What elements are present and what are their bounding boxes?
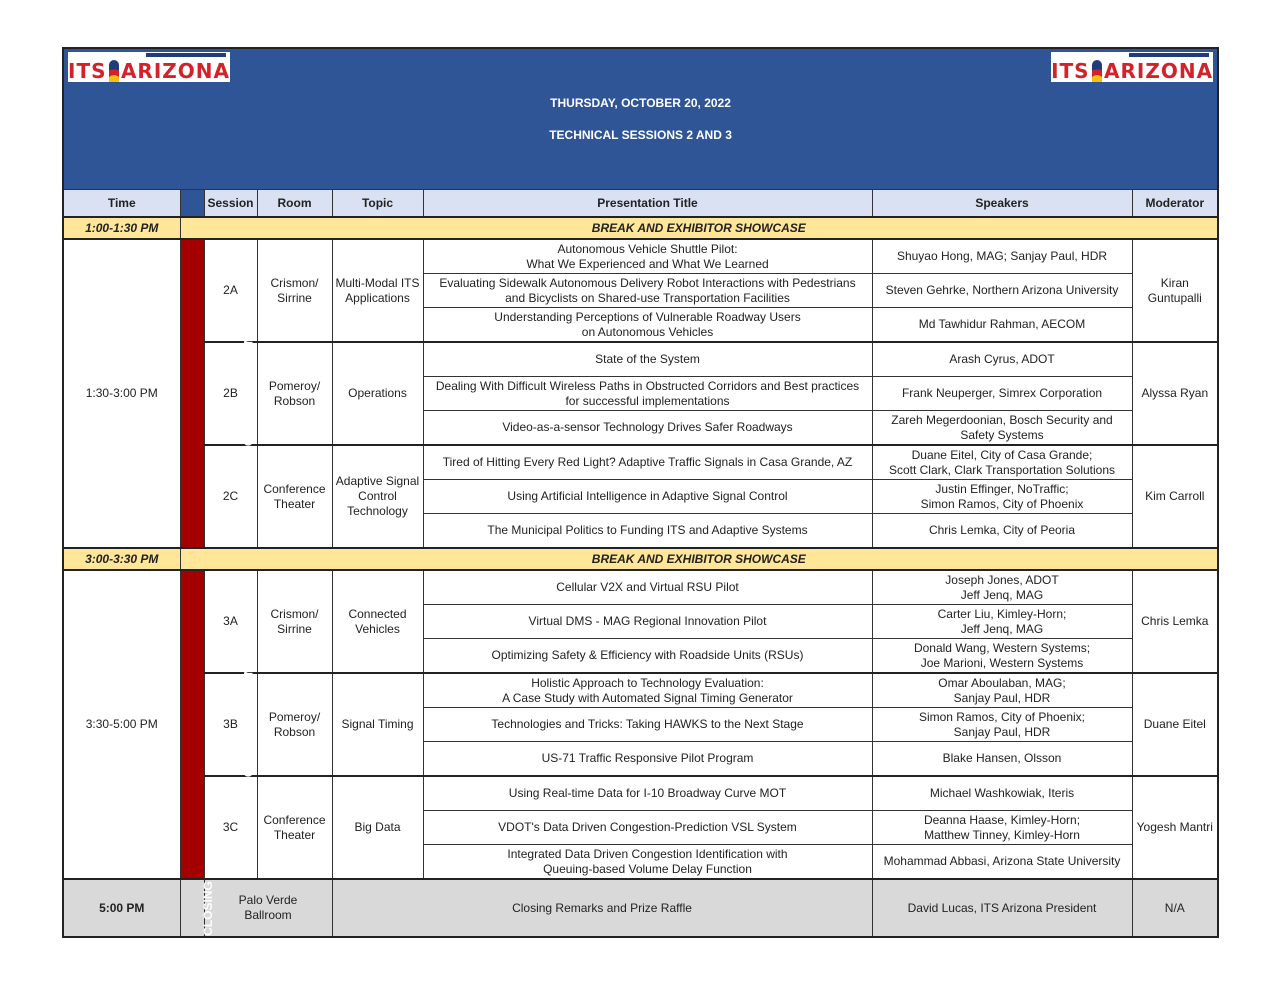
moderator: Yogesh Mantri	[1132, 776, 1218, 879]
sunburst-icon	[109, 60, 119, 82]
speakers: Md Tawhidur Rahman, AECOM	[872, 308, 1132, 343]
presentation-title: Using Artificial Intelligence in Adaptive Signal Control	[423, 480, 872, 514]
session-topic: Multi-Modal ITS Applications	[332, 239, 423, 342]
session-id: 2B	[204, 342, 257, 445]
moderator: Duane Eitel	[1132, 673, 1218, 776]
presentation-title: The Municipal Politics to Funding ITS and Adaptive Systems	[423, 514, 872, 549]
speakers: Justin Effinger, NoTraffic; Simon Ramos, City of Phoenix	[872, 480, 1132, 514]
session-room: Pomeroy/ Robson	[257, 342, 332, 445]
session-room: Conference Theater	[257, 445, 332, 548]
presentation-title: Understanding Perceptions of Vulnerable Roadway Users on Autonomous Vehicles	[423, 308, 872, 343]
column-header-row	[63, 190, 1218, 218]
presentation-title: US-71 Traffic Responsive Pilot Program	[423, 742, 872, 777]
presentation-title: Holistic Approach to Technology Evaluation: A Case Study with Automated Signal Timing Generator	[423, 673, 872, 708]
col-session: Session	[204, 190, 257, 218]
closing-banner	[180, 879, 215, 937]
presentation-title: Optimizing Safety & Efficiency with Roadside Units (RSUs)	[423, 639, 872, 674]
session-id: 3A	[204, 570, 257, 673]
presentation-title: VDOT's Data Driven Congestion-Prediction VSL System	[423, 811, 872, 845]
col-track	[180, 190, 204, 218]
speakers: Simon Ramos, City of Phoenix; Sanjay Paul, HDR	[872, 708, 1132, 742]
table-row	[63, 342, 1218, 377]
table-row	[63, 570, 1218, 605]
sunburst-icon	[1092, 60, 1102, 82]
table-row	[63, 445, 1218, 480]
event-subtitle: TECHNICAL SESSIONS 2 AND 3	[549, 128, 732, 142]
break-time: 1:00-1:30 PM	[63, 217, 180, 239]
session-room: Crismon/ Sirrine	[257, 239, 332, 342]
speakers: Steven Gehrke, Northern Arizona University	[872, 274, 1132, 308]
title-banner	[63, 48, 1218, 190]
moderator: Kim Carroll	[1132, 445, 1218, 548]
schedule-table	[62, 47, 1219, 938]
closing-room: Palo Verde Ballroom	[204, 879, 332, 937]
session-room: Crismon/ Sirrine	[257, 570, 332, 673]
time-slot: 1:30-3:00 PM	[63, 239, 180, 548]
session-topic: Signal Timing	[332, 673, 423, 776]
speakers: Mohammad Abbasi, Arizona State University	[872, 845, 1132, 880]
table-row	[63, 776, 1218, 811]
presentation-title: Autonomous Vehicle Shuttle Pilot: What We Experienced and What We Learned	[423, 239, 872, 274]
logo-its-text: ITS	[1051, 59, 1090, 83]
session-topic: Operations	[332, 342, 423, 445]
speakers: Omar Aboulaban, MAG; Sanjay Paul, HDR	[872, 673, 1132, 708]
closing-title: Closing Remarks and Prize Raffle	[332, 879, 872, 937]
closing-time: 5:00 PM	[63, 879, 180, 937]
col-room: Room	[257, 190, 332, 218]
title-row	[63, 48, 1218, 190]
logo-arizona-text: ARIZONA	[1104, 59, 1214, 83]
presentation-title: State of the System	[423, 342, 872, 377]
track-label: TECHNICAL SESSION 3	[240, 656, 255, 793]
speakers: Zareh Megerdoonian, Bosch Security and Safety Systems	[872, 411, 1132, 446]
break-row	[63, 548, 1218, 570]
track-label: TECHNICAL SESSION 2	[240, 325, 255, 462]
session-topic: Connected Vehicles	[332, 570, 423, 673]
presentation-title: Video-as-a-sensor Technology Drives Safer Roadways	[423, 411, 872, 446]
break-label: BREAK AND EXHIBITOR SHOWCASE	[180, 217, 1218, 239]
presentation-title: Virtual DMS - MAG Regional Innovation Pilot	[423, 605, 872, 639]
logo-its-text: ITS	[68, 59, 107, 83]
session-room: Conference Theater	[257, 776, 332, 879]
speakers: Arash Cyrus, ADOT	[872, 342, 1132, 377]
session-room: Pomeroy/ Robson	[257, 673, 332, 776]
table-row	[63, 239, 1218, 274]
session-id: 3C	[204, 776, 257, 879]
session-topic: Big Data	[332, 776, 423, 879]
track-label: CLOSING	[200, 880, 215, 936]
presentation-title: Tired of Hitting Every Red Light? Adaptive Traffic Signals in Casa Grande, AZ	[423, 445, 872, 480]
presentation-title: Dealing With Difficult Wireless Paths in Obstructed Corridors and Best practices for successful implementations	[423, 377, 872, 411]
speakers: Joseph Jones, ADOT Jeff Jenq, MAG	[872, 570, 1132, 605]
session-id: 2A	[204, 239, 257, 342]
time-slot: 3:30-5:00 PM	[63, 570, 180, 879]
moderator: Kiran Guntupalli	[1132, 239, 1218, 342]
session-topic: Adaptive Signal Control Technology	[332, 445, 423, 548]
closing-speakers: David Lucas, ITS Arizona President	[872, 879, 1132, 937]
speakers: Chris Lemka, City of Peoria	[872, 514, 1132, 549]
speakers: Carter Liu, Kimley-Horn; Jeff Jenq, MAG	[872, 605, 1132, 639]
speakers: Shuyao Hong, MAG; Sanjay Paul, HDR	[872, 239, 1132, 274]
page-title	[64, 79, 1217, 159]
its-arizona-logo-right	[1051, 52, 1213, 82]
moderator: Chris Lemka	[1132, 570, 1218, 673]
closing-row	[63, 879, 1218, 937]
logo-arizona-text: ARIZONA	[120, 59, 230, 83]
break-row	[63, 217, 1218, 239]
col-presentation-title: Presentation Title	[423, 190, 872, 218]
its-arizona-logo-left	[68, 52, 230, 82]
presentation-title: Technologies and Tricks: Taking HAWKS to the Next Stage	[423, 708, 872, 742]
speakers: Duane Eitel, City of Casa Grande; Scott Clark, Clark Transportation Solutions	[872, 445, 1132, 480]
col-topic: Topic	[332, 190, 423, 218]
speakers: Deanna Haase, Kimley-Horn; Matthew Tinney, Kimley-Horn	[872, 811, 1132, 845]
col-time: Time	[63, 190, 180, 218]
session-id: 3B	[204, 673, 257, 776]
presentation-title: Integrated Data Driven Congestion Identification with Queuing-based Volume Delay Function	[423, 845, 872, 880]
presentation-title: Using Real-time Data for I-10 Broadway Curve MOT	[423, 776, 872, 811]
moderator: Alyssa Ryan	[1132, 342, 1218, 445]
speakers: Frank Neuperger, Simrex Corporation	[872, 377, 1132, 411]
break-label: BREAK AND EXHIBITOR SHOWCASE	[180, 548, 1218, 570]
presentation-title: Evaluating Sidewalk Autonomous Delivery Robot Interactions with Pedestrians and Bicyclists on Shared-use Transportation Facilities	[423, 274, 872, 308]
col-speakers: Speakers	[872, 190, 1132, 218]
speakers: Michael Washkowiak, Iteris	[872, 776, 1132, 811]
break-time: 3:00-3:30 PM	[63, 548, 180, 570]
speakers: Donald Wang, Western Systems; Joe Marioni, Western Systems	[872, 639, 1132, 674]
speakers: Blake Hansen, Olsson	[872, 742, 1132, 777]
closing-moderator: N/A	[1132, 879, 1218, 937]
presentation-title: Cellular V2X and Virtual RSU Pilot	[423, 570, 872, 605]
session-id: 2C	[204, 445, 257, 548]
col-moderator: Moderator	[1132, 190, 1218, 218]
event-date: THURSDAY, OCTOBER 20, 2022	[550, 96, 731, 110]
table-row	[63, 673, 1218, 708]
